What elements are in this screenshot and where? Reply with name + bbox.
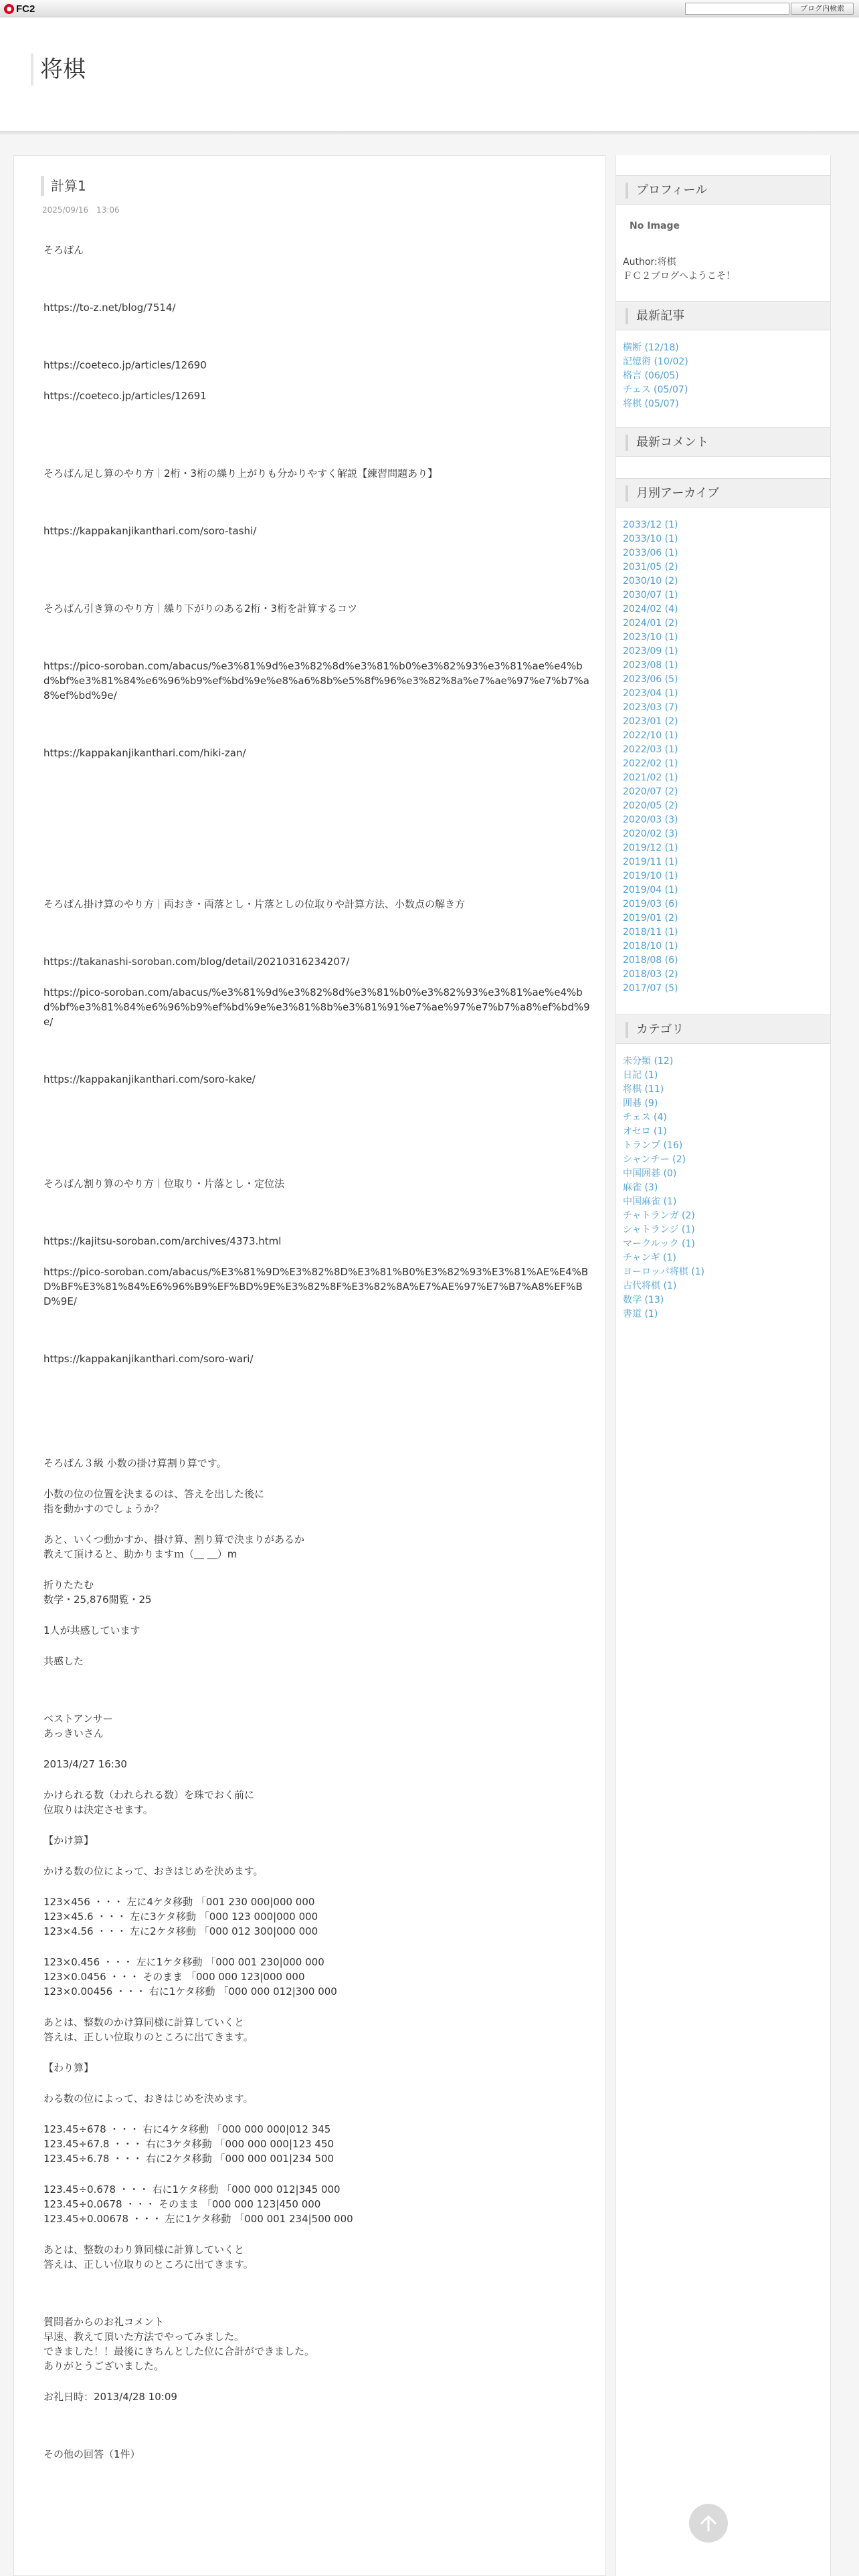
category-link[interactable]: シャトランジ (1)	[623, 1224, 695, 1235]
entry-text: 2013/4/27 16:30	[43, 1758, 127, 1770]
archive-month-link[interactable]: 2018/08 (6)	[623, 955, 678, 966]
entry-link[interactable]: https://coeteco.jp/articles/12690	[43, 359, 207, 371]
archive-month-link[interactable]: 2018/10 (1)	[623, 941, 678, 952]
archive-month-link[interactable]: 2023/09 (1)	[623, 646, 678, 657]
blog-search-button[interactable]: ブログ内検索	[791, 3, 854, 15]
entry-link[interactable]: https://kappakanjikanthari.com/soro-tashi/	[43, 525, 257, 537]
entry-link[interactable]: https://kappakanjikanthari.com/soro-kake/	[43, 1073, 256, 1085]
category-link[interactable]: チャンギ (1)	[623, 1253, 676, 1263]
archive-month-link[interactable]: 2019/11 (1)	[623, 857, 678, 867]
category-link[interactable]: 数学 (13)	[623, 1295, 664, 1305]
recent-entry-link[interactable]: 記憶術 (10/02)	[623, 356, 688, 367]
entry-text: わる数の位によって、おきはじめを決めます。	[43, 2092, 254, 2105]
plugin-title: 最新コメント	[616, 427, 830, 457]
archive-month-link[interactable]: 2019/12 (1)	[623, 843, 678, 853]
category-link[interactable]: シャンチー (2)	[623, 1154, 686, 1165]
category-link[interactable]: 中国囲碁 (0)	[623, 1168, 677, 1179]
plugin-title: プロフィール	[616, 175, 830, 205]
archive-month-link[interactable]: 2023/06 (5)	[623, 674, 678, 685]
entry-text: そろばん足し算のやり方｜2桁・3桁の繰り上がりも分かりやすく解説【練習問題あり】	[43, 467, 438, 479]
category-link[interactable]: チャトランガ (2)	[623, 1210, 695, 1221]
category-link[interactable]: 中国麻雀 (1)	[623, 1196, 677, 1207]
category-link[interactable]: 古代将棋 (1)	[623, 1281, 677, 1291]
archive-month-link[interactable]: 2023/08 (1)	[623, 660, 678, 671]
entry-link[interactable]: https://pico-soroban.com/abacus/%E3%81%9D%E3%82%8D%E3%81%B0%E3%82%93%E3%81%AE%E4%BD%BF%E3%81%84%E6%96%B9%EF%BD%9E%E3%82%8F%E3%82%8A%E7%AE%97%E7%B7%A8%EF%BD%9E/	[43, 1266, 589, 1307]
archive-month-link[interactable]: 2020/05 (2)	[623, 800, 678, 811]
archive-month-link[interactable]: 2023/03 (7)	[623, 702, 678, 713]
entry-text: 123.45÷678 ・・・ 右に4ケタ移動 「000 000 000|012 345 123.45÷67.8 ・・・ 右に3ケタ移動 「000 000 000|123 450 123.45÷6.78 ・・・ 右に2ケタ移動 「000 000 001|234 500	[43, 2123, 335, 2165]
plugin-title: 月別アーカイブ	[616, 478, 830, 508]
archive-month-link[interactable]: 2030/10 (2)	[623, 576, 678, 586]
back-to-top-button[interactable]	[689, 2504, 728, 2543]
fc2-toolbar	[0, 0, 859, 17]
entry-text: 【わり算】	[43, 2062, 94, 2074]
archive-month-link[interactable]: 2023/10 (1)	[623, 632, 678, 643]
plugin-recent-entries	[616, 301, 830, 418]
category-link[interactable]: 囲碁 (9)	[623, 1098, 658, 1109]
plugin-archives	[616, 478, 830, 1002]
entry-text: 【かけ算】	[43, 1834, 94, 1846]
entry-text: 123×456 ・・・ 左に4ケタ移動 「001 230 000|000 000 123×45.6 ・・・ 左に3ケタ移動 「000 123 000|000 000 123×4.56 ・・・ 左に2ケタ移動 「000 012 300|000 000	[43, 1896, 318, 1937]
blog-header	[0, 17, 859, 132]
archive-month-link[interactable]: 2031/05 (2)	[623, 562, 678, 572]
entry-text: その他の回答（1件）	[43, 2448, 140, 2460]
profile-image-placeholder: No Image	[630, 221, 680, 231]
entry-text: そろばん割り算のやり方｜位取り・片落とし・定位法	[43, 1178, 285, 1190]
entry-date-day: 2025/09/16	[42, 205, 89, 215]
recent-entry-link[interactable]: チェス (05/07)	[623, 385, 688, 395]
category-link[interactable]: マークルック (1)	[623, 1239, 695, 1249]
archive-month-link[interactable]: 2033/12 (1)	[623, 520, 678, 530]
main-content	[13, 155, 606, 2576]
entry-text: 共感した	[43, 1655, 84, 1667]
entry-text: あとは、整数のわり算同様に計算していくと 答えは、正しい位取りのところに出てきます。	[43, 2244, 254, 2270]
recent-entry-link[interactable]: 格言 (06/05)	[623, 370, 679, 381]
plugin-title: カテゴリ	[616, 1014, 830, 1044]
plugin-title: 最新記事	[616, 301, 830, 330]
archive-month-link[interactable]: 2024/02 (4)	[623, 604, 678, 615]
entry-text: 質問者からのお礼コメント 早速、教えて頂いた方法でやってみました。 できました！！最後にきちんとした位に合計ができました。 ありがとうございました。	[43, 2316, 315, 2372]
category-link[interactable]: 将棋 (11)	[623, 1084, 664, 1095]
archive-month-link[interactable]: 2022/10 (1)	[623, 730, 678, 741]
entry-date-time: 13:06	[96, 205, 120, 215]
entry-link[interactable]: https://pico-soroban.com/abacus/%e3%81%9d%e3%82%8d%e3%81%b0%e3%82%93%e3%81%ae%e4%bd%bf%e3%81%84%e6%96%b9%ef%bd%9e%e3%81%8b%e3%81%91%e7%ae%97%e7%b7%a8%ef%bd%9e/	[43, 986, 590, 1028]
archive-month-link[interactable]: 2023/01 (2)	[623, 716, 678, 727]
archive-month-link[interactable]: 2017/07 (5)	[623, 983, 678, 994]
category-link[interactable]: ヨーロッパ将棋 (1)	[623, 1267, 705, 1277]
category-link[interactable]: 日記 (1)	[623, 1070, 658, 1081]
archive-month-link[interactable]: 2018/03 (2)	[623, 969, 678, 980]
archive-month-link[interactable]: 2030/07 (1)	[623, 590, 678, 601]
entry-text: 1人が共感しています	[43, 1624, 140, 1636]
archive-month-link[interactable]: 2033/10 (1)	[623, 534, 678, 544]
entry-link[interactable]: https://pico-soroban.com/abacus/%e3%81%9d%e3%82%8d%e3%81%b0%e3%82%93%e3%81%ae%e4%bd%bf%e3%81%84%e6%96%b9%ef%bd%9e%e8%a6%8b%e5%8f%96%e3%82%8a%e7%ae%97%e7%b7%a8%ef%bd%9e/	[43, 660, 589, 702]
entry-body	[43, 243, 596, 2478]
entry-text: ベストアンサー あっきいさん	[43, 1713, 113, 1739]
entry-text: 123.45÷0.678 ・・・ 右に1ケタ移動 「000 000 012|345 000 123.45÷0.0678 ・・・ そのまま 「000 000 123|450 000 123.45÷0.00678 ・・・ 左に1ケタ移動 「000 001 234|500 000	[43, 2183, 353, 2225]
category-link[interactable]: オセロ (1)	[623, 1126, 667, 1137]
category-list	[616, 1044, 830, 1328]
entry-text: あとは、整数のかけ算同様に計算していくと 答えは、正しい位取りのところに出てきます。	[43, 2016, 254, 2043]
entry-text: 折りたたむ 数学・25,876閲覧・25	[43, 1579, 152, 1606]
plugin-categories	[616, 1014, 830, 1328]
recent-entry-link[interactable]: 横断 (12/18)	[623, 342, 679, 353]
entry-text: 小数の位の位置を決まるのは、答えを出した後に 指を動かすのでしょうか？	[43, 1488, 265, 1515]
archive-month-link[interactable]: 2023/04 (1)	[623, 688, 678, 699]
entry-title[interactable]: 計算1	[41, 176, 86, 196]
entry-text: そろばん引き算のやり方｜繰り下がりのある2桁・3桁を計算するコツ	[43, 603, 358, 615]
archive-month-link[interactable]: 2022/02 (1)	[623, 758, 678, 769]
blog-search-input[interactable]	[685, 3, 789, 15]
plugin-recent-comments	[616, 427, 830, 462]
profile-author: Author:将棋	[623, 257, 676, 267]
entry-date	[42, 205, 120, 215]
archive-month-link[interactable]: 2033/06 (1)	[623, 548, 678, 558]
entry-link[interactable]: https://kajitsu-soroban.com/archives/4373.html	[43, 1235, 282, 1247]
entry-text: あと、いくつ動かすか、掛け算、割り算で決まりがあるか 教えて頂けると、助かりますｍ（＿ ＿）m	[43, 1533, 305, 1560]
blog-title[interactable]: 将棋	[31, 53, 86, 86]
entry-text: かけられる数（われられる数）を珠でおく前に 位取りは決定させます。	[43, 1789, 255, 1816]
recent-entries-list	[616, 330, 830, 418]
sidebar	[615, 155, 831, 2576]
category-link[interactable]: チェス (4)	[623, 1112, 667, 1123]
profile-greeting: ＦＣ２ブログへようこそ！	[623, 271, 735, 282]
archive-month-link[interactable]: 2019/10 (1)	[623, 871, 678, 881]
archive-month-link[interactable]: 2021/02 (1)	[623, 772, 678, 783]
entry-link[interactable]: https://coeteco.jp/articles/12691	[43, 390, 207, 402]
archive-month-link[interactable]: 2020/02 (3)	[623, 829, 678, 839]
entry-link[interactable]: https://kappakanjikanthari.com/soro-wari/	[43, 1353, 254, 1365]
category-link[interactable]: 書道 (1)	[623, 1309, 658, 1319]
archive-list	[616, 508, 830, 1002]
archive-month-link[interactable]: 2020/07 (2)	[623, 786, 678, 797]
entry-text: 123×0.456 ・・・ 左に1ケタ移動 「000 001 230|000 000 123×0.0456 ・・・ そのまま 「000 000 123|000 000 123×0.00456 ・・・ 右に1ケタ移動 「000 000 012|300 000	[43, 1956, 337, 1998]
entry-text: そろばん	[43, 244, 84, 256]
archive-month-link[interactable]: 2022/03 (1)	[623, 744, 678, 755]
plugin-profile	[616, 175, 830, 290]
entry-text: そろばん３級 小数の掛け算割り算です。	[43, 1457, 227, 1469]
arrow-up-icon	[698, 2512, 719, 2534]
archive-month-link[interactable]: 2019/01 (2)	[623, 913, 678, 924]
archive-month-link[interactable]: 2019/03 (6)	[623, 899, 678, 909]
archive-month-link[interactable]: 2020/03 (3)	[623, 815, 678, 825]
page-body	[0, 135, 859, 2576]
archive-month-link[interactable]: 2024/01 (2)	[623, 618, 678, 629]
archive-month-link[interactable]: 2018/11 (1)	[623, 927, 678, 938]
archive-month-link[interactable]: 2019/04 (1)	[623, 885, 678, 895]
entry-text: そろばん掛け算のやり方｜両おき・両落とし・片落としの位取りや計算方法、小数点の解き方	[43, 898, 466, 910]
entry-text: お礼日時：2013/4/28 10:09	[43, 2391, 177, 2403]
fc2-logo[interactable]	[4, 2, 35, 15]
fc2-logo-text: FC2	[16, 3, 35, 15]
recent-entry-link[interactable]: 将棋 (05/07)	[623, 399, 679, 409]
entry-link[interactable]: https://to-z.net/blog/7514/	[43, 302, 176, 314]
entry-link[interactable]: https://takanashi-soroban.com/blog/detail/20210316234207/	[43, 956, 350, 968]
entry-text: かける数の位によって、おきはじめを決めます。	[43, 1865, 264, 1877]
category-link[interactable]: 未分類 (12)	[623, 1056, 674, 1067]
entry-link[interactable]: https://kappakanjikanthari.com/hiki-zan/	[43, 747, 246, 759]
category-link[interactable]: トランプ (16)	[623, 1140, 683, 1151]
fc2-logo-icon	[4, 4, 14, 14]
category-link[interactable]: 麻雀 (3)	[623, 1182, 658, 1193]
